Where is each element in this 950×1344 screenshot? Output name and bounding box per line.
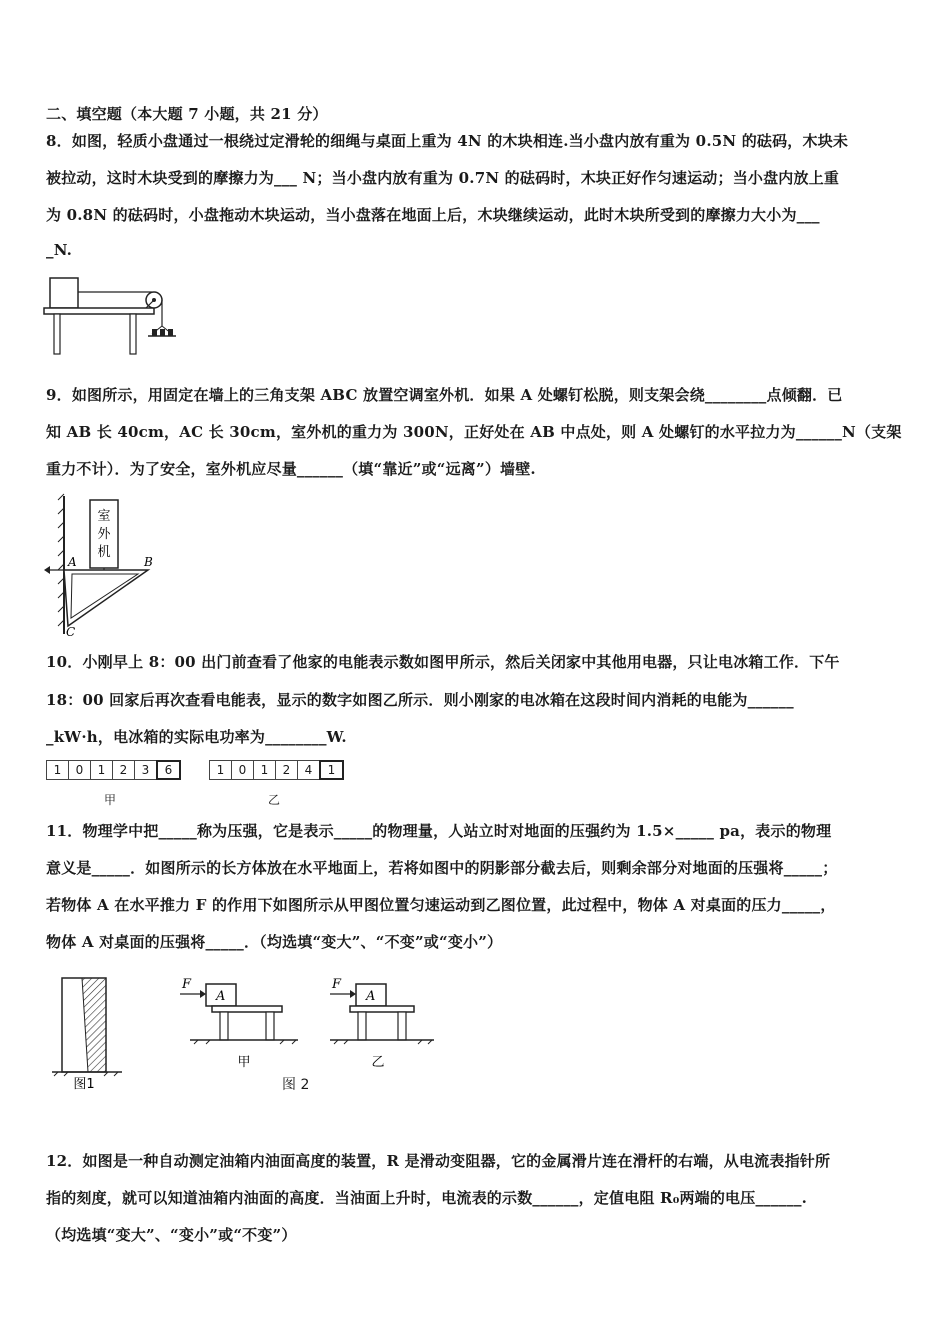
meter-jia-digit: 3 (134, 760, 157, 780)
q8-line-1: 8．如图，轻质小盘通过一根绕过定滑轮的细绳与桌面上重为 4N 的木块相连.当小盘内放有重为 0.5N 的砝码，木块未 (46, 132, 849, 150)
q8-line-3: 为 0.8N 的砝码时，小盘拖动木块运动，当小盘落在地面上后，木块继续运动，此时木块所受到的摩擦力大小为___ (46, 206, 820, 224)
meter-yi-digit: 1 (209, 760, 232, 780)
meter-jia-digit: 0 (68, 760, 91, 780)
q10-line-2: 18：00 回家后再次查看电能表，显示的数字如图乙所示．则小刚家的电冰箱在这段时间内消耗的电能为______ (46, 691, 794, 709)
q9-line-1: 9．如图所示，用固定在墙上的三角支架 ABC 放置空调室外机．如果 A 处螺钉松脱，则支架会绕________点倾翻．已 (46, 386, 843, 404)
label-b: B (144, 555, 153, 569)
meter-yi-digit: 2 (275, 760, 298, 780)
unit-label-3: 机 (97, 545, 111, 560)
label-f-jia: F (182, 977, 192, 992)
q12-line-3: （均选填“变大”、“变小”或“不变”） (46, 1226, 297, 1244)
q10-line-1: 10．小刚早上 8：00 出门前查看了他家的电能表示数如图甲所示，然后关闭家中其他用电器，只让电冰箱工作．下午 (46, 653, 840, 671)
fig2-caption: 图 2 (282, 1077, 310, 1093)
q11-line-3: 若物体 A 在水平推力 F 的作用下如图所示从甲图位置匀速运动到乙图位置，此过程中，物体 A 对桌面的压力_____， (46, 896, 836, 914)
q8-figure-table-pulley (40, 272, 180, 358)
triangle-bracket (64, 570, 148, 626)
q9-figure-bracket (40, 492, 170, 640)
label-f-yi: F (332, 977, 342, 992)
q11-figure-2-yi (322, 972, 442, 1072)
meter-jia-digit: 1 (46, 760, 69, 780)
q12-line-2: 指的刻度，就可以知道油箱内油面的高度．当油面上升时，电流表的示数______，定值电阻 R₀两端的电压______. (46, 1189, 808, 1207)
q8-line-4: _N. (46, 241, 73, 259)
section-title: 二、填空题（本大题 7 小题，共 21 分） (46, 105, 328, 123)
q11-figure-1-block (48, 972, 128, 1092)
meter-jia (46, 760, 180, 780)
meter-yi-digit: 1 (253, 760, 276, 780)
meter-jia-digit: 1 (90, 760, 113, 780)
q11-line-1: 11．物理学中把_____称为压强，它是表示_____的物理量，人站立时对地面的压强约为 1.5×_____ pa，表示的物理 (46, 822, 832, 840)
meter-yi-digit: 1 (319, 760, 344, 780)
fig1-caption: 图1 (73, 1077, 95, 1092)
label-c: C (66, 625, 76, 639)
wood-block (50, 278, 78, 308)
meter-jia-digit: 2 (112, 760, 135, 780)
meter-jia-digit: 6 (156, 760, 181, 780)
q8-line-2: 被拉动，这时木块受到的摩擦力为___ N；当小盘内放有重为 0.7N 的砝码时，木块正好作匀速运动；当小盘内放上重 (46, 169, 840, 187)
meter-jia-caption: 甲 (104, 793, 117, 807)
meter-yi-digit: 0 (231, 760, 254, 780)
table-jia (212, 1006, 282, 1012)
unit-label-2: 外 (97, 527, 111, 542)
q11-line-2: 意义是_____．如图所示的长方体放在水平地面上，若将如图中的阴影部分截去后，则剩余部分对地面的压强将_____； (46, 859, 838, 877)
fig2-yi-caption: 乙 (371, 1055, 385, 1070)
unit-label-1: 室 (97, 509, 111, 524)
label-a: A (68, 555, 77, 569)
meter-yi-digit: 4 (297, 760, 320, 780)
table-leg-right (130, 314, 136, 354)
q12-line-1: 12．如图是一种自动测定油箱内油面高度的装置，R 是滑动变阻器，它的金属滑片连在滑杆的右端，从电流表指针所 (46, 1152, 831, 1170)
meter-yi-caption: 乙 (268, 793, 281, 807)
table-leg-left (54, 314, 60, 354)
fig2-jia-caption: 甲 (237, 1055, 251, 1070)
q11-line-4: 物体 A 对桌面的压强将_____．（均选填“变大”、“不变”或“变小”） (46, 933, 503, 951)
label-a-yi: A (366, 989, 376, 1004)
table-top (44, 308, 154, 314)
label-a-jia: A (216, 989, 226, 1004)
table-yi (350, 1006, 414, 1012)
meter-yi (209, 760, 343, 780)
q9-line-2: 知 AB 长 40cm，AC 长 30cm，室外机的重力为 300N，正好处在 AB 中点处，则 A 处螺钉的水平拉力为______N（支架 (46, 423, 902, 441)
q11-figure-2-jia (176, 972, 306, 1072)
q10-line-3: _kW·h，电冰箱的实际电功率为________W. (46, 728, 347, 746)
q9-line-3: 重力不计）．为了安全，室外机应尽量______（填“靠近”或“远离”）墙壁. (46, 460, 536, 478)
